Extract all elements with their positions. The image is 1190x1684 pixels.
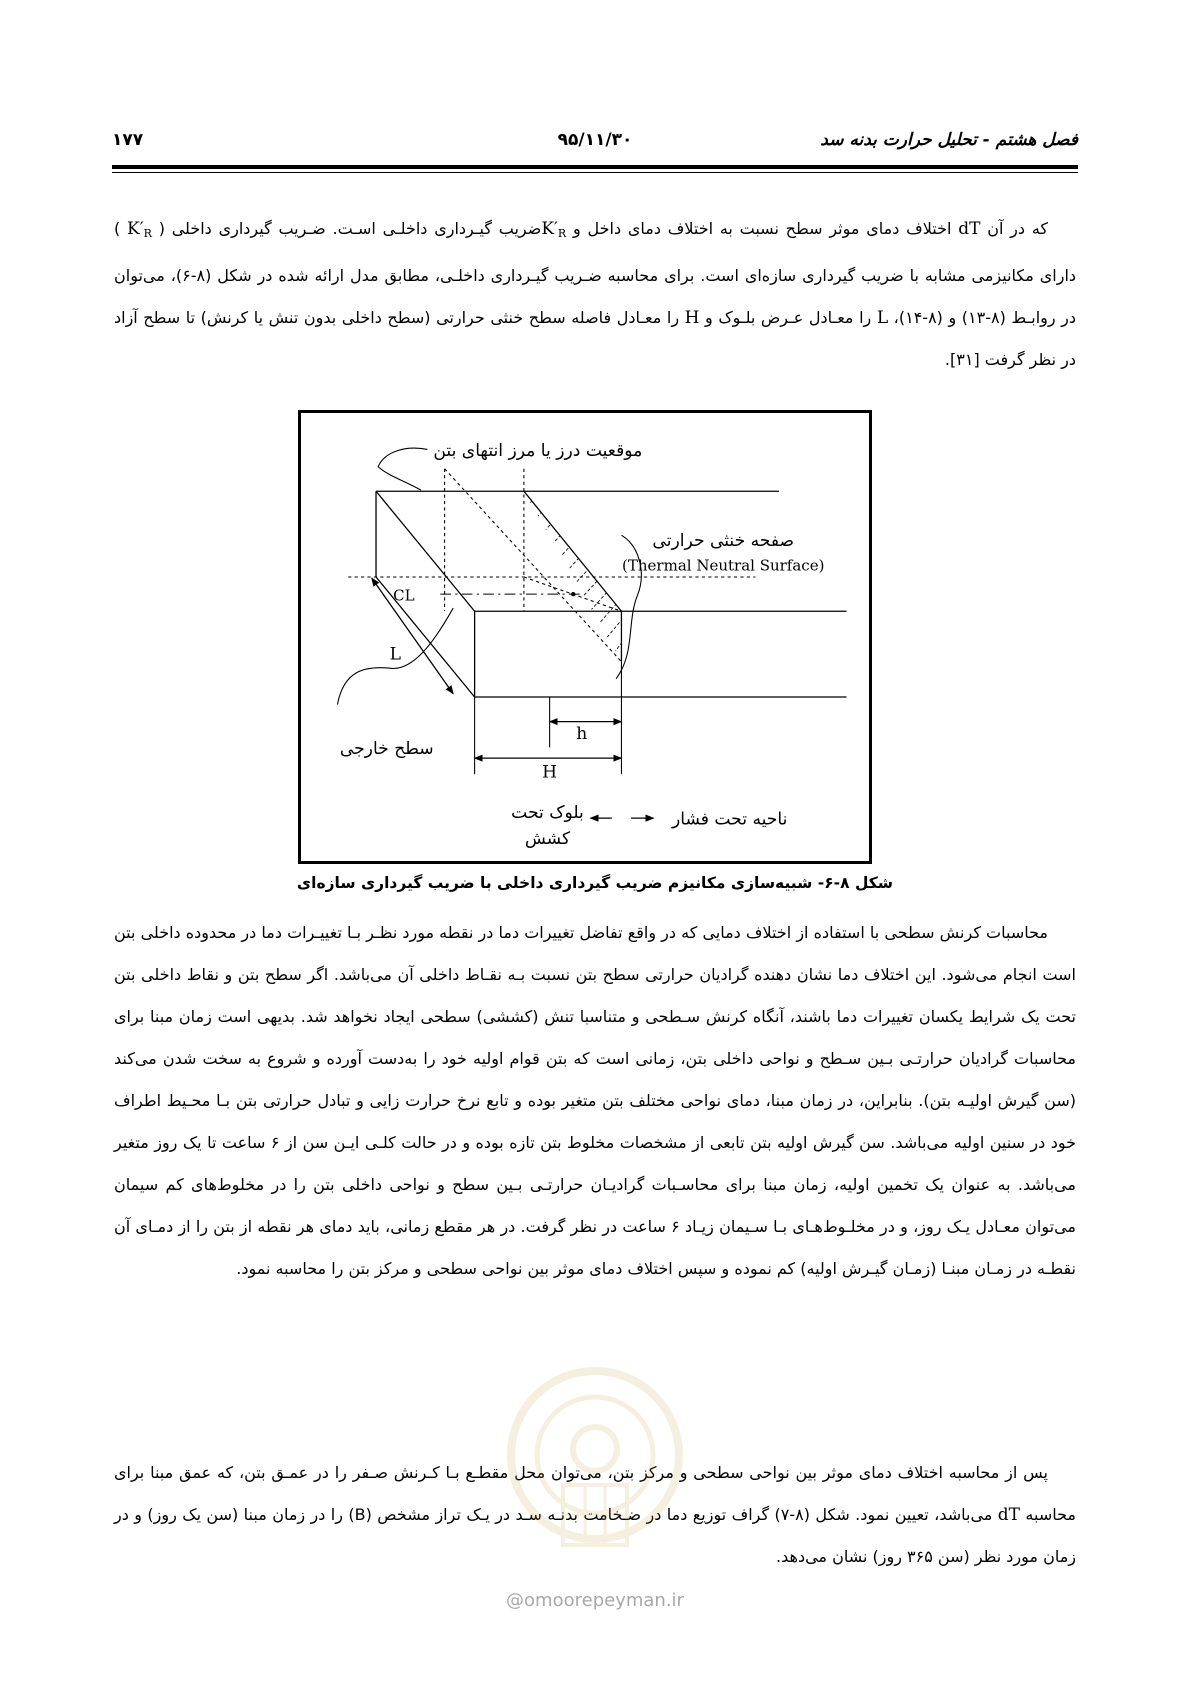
symbol-L: L	[876, 308, 889, 328]
hatch-line	[515, 499, 633, 628]
header-date: ۹۵/۱۱/۳۰	[557, 130, 633, 150]
label-joint-location: موقعیت درز یا مرز انتهای بتن	[433, 440, 643, 461]
joint-leader-curve	[378, 448, 427, 490]
label-H: H	[542, 762, 558, 783]
symbol-H: H	[684, 308, 700, 328]
symbol-prime: ′	[554, 219, 558, 239]
symbol-prime: ′	[139, 219, 144, 239]
paragraph-intro-text-5: را معـادل عـرض بلـوک و	[699, 308, 877, 327]
restraint-mechanism-diagram	[301, 413, 869, 861]
label-compression-zone: ناحیه تحت فشار	[671, 809, 788, 830]
symbol-K-prime-R	[541, 219, 566, 239]
symbol-K: K	[541, 219, 555, 239]
watermark-logo-icon	[505, 1345, 685, 1575]
symbol-subscript-R: R	[143, 227, 152, 240]
watermark-gear	[573, 1427, 617, 1471]
label-neutral-surface-en: (Thermal Neutral Surface)	[622, 556, 825, 575]
symbol-dT: dT	[997, 1505, 1020, 1525]
page-number: ۱۷۷	[112, 130, 144, 150]
chapter-title: فصل هشتم - تحلیل حرارت بدنه سد	[820, 130, 1078, 150]
watermark-ring-inner	[537, 1397, 653, 1513]
label-tension-block-line-2: کشش	[524, 828, 571, 849]
paragraph-intro	[114, 208, 1076, 381]
label-centerline: CL	[393, 586, 415, 605]
header-rule-thin	[112, 172, 1078, 173]
label-L: L	[389, 644, 401, 665]
watermark-url: @omoorepeyman.ir	[506, 1590, 684, 1611]
hatch-line	[537, 563, 633, 670]
symbol-subscript-R: R	[557, 227, 567, 240]
paragraph-surface-strain: محاسبات کرنش سطحی با استفاده از اختلاف دمایی که در واقع تفاضل تغییرات دما در نقطه مورد نظـر بـا تغییـرات دما در محدوده داخلی بتن است انجام می‌شود. این اختلاف دما نشان دهنده گرادیان حرارتی سطح بتن نسبت بـه نقـاط داخلی آن می‌باشد. اگر سطح بتن و نقاط داخلی بتن تحت یک شرایط یکسان تغییرات دما باشند، آنگاه کرنش سـطحی و متناسبا تنش (کششی) سطحی ایجاد نخواهد شد. بدیهی است زمان مبنا برای محاسبات گرادیان حرارتـی بـین سـطح و نواحی داخلی بتن، زمانی است که بتن قوام اولیه خود را به‌دست آورده و شروع به سخت شدن می‌کند (سن گیرش اولیـه بتن). بنابراین، در زمان مبنا، دمای نواحی مختلف بتن متغیر بوده و تابع نرخ حرارت زایی و تبادل حرارتی بتن بـا محـیط اطراف خود در سنین اولیه می‌باشد. سن گیرش اولیه بتن تابعی از مشخصات مخلوط بتن تازه بوده و در حالت کلـی ایـن سن از ۶ ساعت تا یک روز متغیر می‌باشد. به عنوان یک تخمین اولیه، زمان مبنا برای محاسـبات گرادیـان حرارتـی بـین سطح و نواحی داخلی بتن را در مخلوط‌های کم سیمان می‌توان معـادل یـک روز، و در مخلـوط‌هـای بـا سـیمان زیـاد ۶ ساعت در نظر گرفت. در هر مقطع زمانی، باید دمای هر نقطه از بتن را از دمـای آن نقطـه در زمـان مبنـا (زمـان گیـرش اولیه) کم نموده و سپس اختلاف دمای موثر بین نواحی سطحی و مرکز بتن را محاسبه نمود.	[114, 923, 1077, 1278]
block-diagonal-top	[376, 491, 475, 611]
symbol-K-prime-R-2	[127, 219, 152, 239]
hatched-tension-region	[515, 445, 633, 670]
inner-dotted-diagonal-1	[445, 469, 622, 662]
label-outer-surface: سطح خارجی	[339, 738, 434, 759]
symbol-dT: dT	[958, 219, 981, 239]
label-tension-block-line-1: بلوک تحت	[511, 803, 584, 824]
paragraph-intro-text-2: اختلاف دمای موثر سطح نسبت به اختلاف دمای داخل و	[566, 219, 959, 238]
figure-caption: شکل ۸-۶- شبیه‌سازی مکانیزم ضریب گیرداری داخلی با ضریب گیرداری سازه‌ای	[296, 874, 894, 892]
hatch-line	[515, 477, 633, 606]
label-neutral-surface-fa: صفحه خنثی حرارتی	[652, 530, 795, 551]
paragraph-intro-text-4: ) دارای مکانیزمی مشابه با ضریب گیرداری سازه‌ای است. برای محاسبه ضـریب گیـرداری داخلـی، مطابق مدل ارائه شده در شکل (۸-۶)، می‌توان در روابـط (۸-۱۳) و (۸-۱۴)،	[114, 219, 1077, 327]
paragraph-intro-text-3: ضریب گیـرداری داخلـی اسـت. ضـریب گیرداری داخلی (	[151, 219, 542, 238]
paragraph-intro-text-1: که در آن	[980, 219, 1049, 238]
paragraph-temperature-text-2: می‌باشد، تعیین نمود. شکل (۸-۷) گراف توزیع دما در ضـخامت بدنـه سـد در یـک تراز مشخص (B) را در زمان مبنا (سن یک روز) و در زمان مورد نظر (سن ۳۶۵ روز) نشان می‌دهد.	[114, 1505, 1076, 1566]
page-header	[112, 130, 1078, 158]
hatch-line	[515, 520, 633, 649]
figure-box	[298, 410, 872, 864]
paragraph-temperature-text-1: پس از محاسبه اختلاف دمای موثر بین نواحی سطحی و مرکز بتن، می‌توان محل مقطـع بـا کـرنش صـفر را در عمـق بتن، که عمق مبنا برای محاسبه	[114, 1463, 1076, 1524]
symbol-K: K	[127, 219, 140, 239]
hatch-line	[515, 445, 622, 563]
block-diagonal-bottom	[376, 577, 475, 697]
header-rule-thick	[112, 165, 1078, 169]
neutral-point	[571, 592, 575, 596]
paragraph-intro-text-6: را معـادل فاصله سطح خنثی حرارتی (سطح داخلی بدون تنش یا کرنش) تا سطح آزاد در نظر گرفت [۳۱].	[114, 308, 1076, 369]
label-h: h	[576, 723, 588, 744]
